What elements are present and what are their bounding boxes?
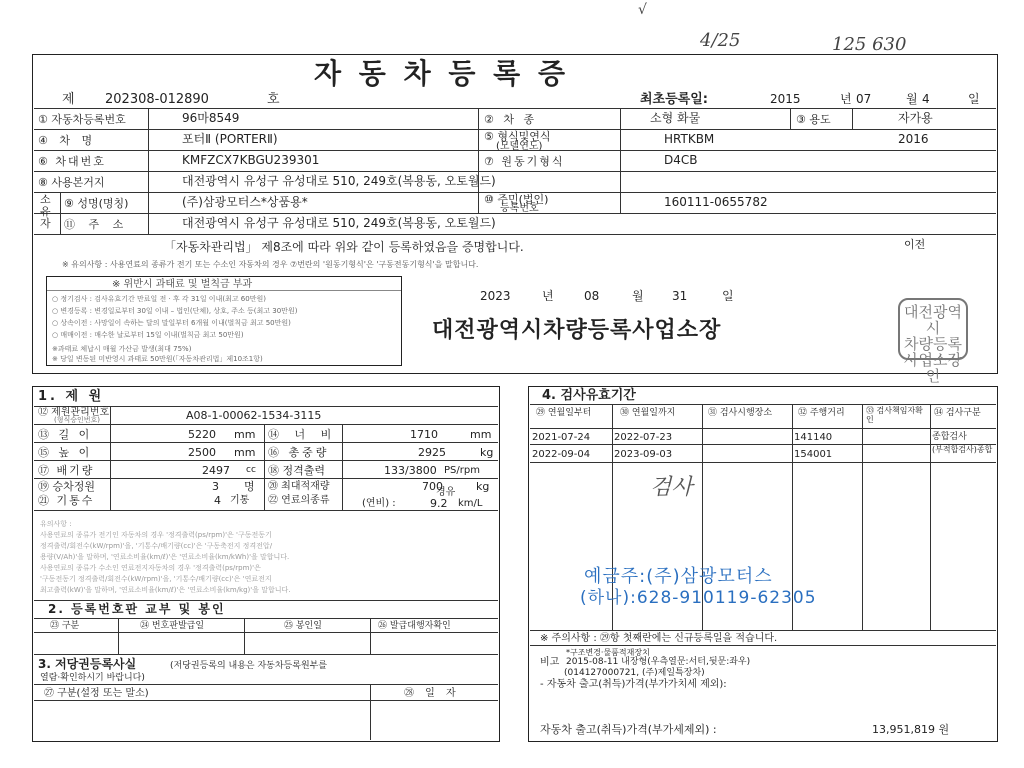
disp-value: 2497 <box>202 464 230 477</box>
inspection-row-to: 2022-07-23 <box>614 432 673 443</box>
width-value: 1710 <box>410 428 438 441</box>
cert-no: 202308-012890 <box>105 92 209 107</box>
name-label: ④ 차 명 <box>38 134 97 147</box>
engine-label: ⑦ 원동기형식 <box>484 155 565 168</box>
mgmt-label: ⑫ 제원관리번호 <box>38 407 110 418</box>
grid-line <box>342 424 343 510</box>
owner-name-label: ⑨ 성명(명칭) <box>64 197 129 210</box>
grid-line <box>530 630 996 631</box>
inspection-col-type: ㉞ 검사구분 <box>934 408 981 418</box>
owner-addr-value: 대전광역시 유성구 유성대로 510, 249호(복용동, 오토월드) <box>182 216 496 230</box>
grid-line <box>478 192 479 213</box>
year-unit: 년 <box>840 92 852 106</box>
inspection-row-type: (부적합검사)종합 <box>932 445 993 454</box>
grid-line <box>244 618 245 654</box>
grid-line <box>370 618 371 654</box>
inspection-col-to: ㉚ 연월일까지 <box>620 408 676 418</box>
inspection-row-km: 154001 <box>794 449 833 460</box>
gross-unit: kg <box>480 446 494 459</box>
reg-no-value: 96마8549 <box>182 111 240 125</box>
grid-line <box>930 404 931 630</box>
handwritten-mark-left: 4/25 <box>700 30 741 51</box>
power-unit: PS/rpm <box>444 465 480 476</box>
spec-note: 사용연료의 종류가 수소인 연료전지자동차의 경우 '정격출력(ps/rpm)'은 <box>40 564 261 572</box>
grid-line <box>34 600 498 601</box>
spec-note: 사용연료의 종류가 전기인 자동차의 경우 '정격출력(ps/rpm)'은 '구동전동기 <box>40 531 272 539</box>
inspection-row-from: 2022-09-04 <box>532 449 591 460</box>
deposit-holder: 예금주:(주)삼광모터스 <box>584 566 773 587</box>
section3-title: 3. 저당권등록사실 <box>38 657 137 671</box>
inspection-col-from: ㉙ 연월일부터 <box>536 408 592 418</box>
use-value: 자가용 <box>898 111 933 125</box>
grid-line <box>34 171 996 172</box>
grid-line <box>34 618 498 619</box>
issue-day: 31 <box>672 289 688 303</box>
inspection-row-from: 2021-07-24 <box>532 432 591 443</box>
grid-line <box>34 684 498 685</box>
cyl-label: ㉑ 기통수 <box>38 494 95 507</box>
cyl-value: 4 <box>214 494 221 507</box>
penalty-footnote: ※ 당일 변동된 미반영시 과태료 50만원(「자동차관리법」제10조1항) <box>52 355 263 363</box>
grid-line <box>118 618 119 654</box>
width-unit: mm <box>470 428 492 441</box>
seats-label: ⑲ 승차정원 <box>38 480 96 493</box>
price-label: 자동차 출고(취득)가격(부가세제외) : <box>540 723 717 736</box>
grid-line <box>530 444 996 445</box>
fuel-label: ㉒ 연료의종류 <box>268 495 330 506</box>
section3-title-sub: (저당권등록의 내용은 자동차등록원부를 <box>170 661 328 671</box>
grid-line <box>620 108 621 192</box>
grid-line <box>370 684 371 740</box>
official-seal: 대전광역시 차량등록 사업소장인 <box>898 298 968 360</box>
inspection-col-km: ㉜ 주행거리 <box>798 408 845 418</box>
kind-value: 소형 화물 <box>650 111 701 125</box>
length-value: 5220 <box>188 428 216 441</box>
width-label: ⑭ 너 비 <box>268 428 338 441</box>
issue-day-unit: 일 <box>722 289 734 303</box>
kind-label: ② 차 종 <box>484 113 538 126</box>
remarks-head: *구조변경·물품적재장치 <box>566 648 650 657</box>
disp-unit: cc <box>246 465 256 475</box>
spec-note: 최고출력(kW)'을 말하며, '연료소비율(km/ℓ)'은 '연료소비율(km/kg)'을 말합니다. <box>40 586 291 594</box>
vin-value: KMFZCX7KBGU239301 <box>182 153 320 167</box>
issue-month-unit: 월 <box>632 289 644 303</box>
grid-line <box>148 192 149 234</box>
height-unit: mm <box>234 446 256 459</box>
issue-year-unit: 년 <box>542 289 554 303</box>
first-reg-year: 2015 <box>770 92 801 106</box>
mgmt-sub-label: (형식승인번호) <box>54 416 101 424</box>
base-value: 대전광역시 유성구 유성대로 510, 249호(복용동, 오토월드) <box>182 174 496 188</box>
grid-line <box>34 460 498 461</box>
section2-title: 2. 등록번호판 교부 및 봉인 <box>48 602 226 616</box>
certify-statement: 「자동차관리법」 제8조에 따라 위와 같이 등록하였음을 증명합니다. <box>164 240 524 254</box>
penalty-divider <box>47 290 401 291</box>
inspection-row-to: 2023-09-03 <box>614 449 673 460</box>
gross-label: ⑯ 총중량 <box>268 446 330 459</box>
cert-no-prefix: 제 <box>62 92 75 107</box>
name-value: 포터Ⅱ (PORTERⅡ) <box>182 132 278 146</box>
notice-line: ※ 유의사항 : 사용연료의 종류가 전기 또는 수소인 자동차의 경우 ⑦번란의 '원동기형식'은 '구동전동기형식'을 말합니다. <box>62 260 479 269</box>
issue-month: 08 <box>584 289 600 303</box>
inspection-row-type: 종합검사 <box>932 432 967 442</box>
length-label: ⑬ 길 이 <box>38 428 93 441</box>
mgmt-no: A08-1-00062-1534-3115 <box>186 409 322 422</box>
gross-value: 2925 <box>418 446 446 459</box>
handwritten-mark-right: 125 630 <box>832 34 907 55</box>
inspection-col-check: ㉝ 검사책임자확인 <box>866 406 923 424</box>
eff-label: (연비) : <box>362 498 396 509</box>
issue-year: 2023 <box>480 289 511 303</box>
spec-note: 유의사항 : <box>40 520 72 528</box>
model-year: 2016 <box>898 132 929 146</box>
remarks-label: 비고 <box>540 657 560 668</box>
penalty-footnote: ※과태료 체납시 매월 가산금 발생(최대 75%) <box>52 345 192 353</box>
load-label: ⑳ 최대적재량 <box>268 481 330 492</box>
transfer-note: 이전 <box>904 238 926 251</box>
price-value: 13,951,819 원 <box>872 723 950 736</box>
section2-col: ㉓ 구분 <box>50 621 80 631</box>
owner-side-label: 소유자 <box>40 193 51 230</box>
section3-col: ㉘ 일 자 <box>404 688 460 699</box>
penalty-line: ○ 매매이전 : 매수한 날로부터 15일 이내(벌칙금 최고 50만원) <box>52 331 244 339</box>
grid-line <box>790 108 791 129</box>
model-label: ⑤ 형식및연식 <box>484 130 551 143</box>
disp-label: ⑰ 배기량 <box>38 464 95 477</box>
penalty-line: ○ 변경등록 : 변경일로부터 30일 이내 – 법인(단체), 상호, 주소 등(최고 30만원) <box>52 307 298 315</box>
handwritten-inspection-note: 검사 <box>650 475 693 500</box>
model-value: HRTKBM <box>664 132 715 146</box>
grid-line <box>530 404 996 405</box>
grid-line <box>530 428 996 429</box>
eff-unit: km/L <box>458 498 483 509</box>
length-unit: mm <box>234 428 256 441</box>
grid-line <box>34 478 498 479</box>
remarks-line3: - 자동차 출고(취득)가격(부가가치세 제외): <box>540 679 727 690</box>
section2-col: ㉔ 번호판발급일 <box>140 621 205 631</box>
engine-value: D4CB <box>664 153 698 167</box>
grid-line <box>34 700 498 701</box>
check-mark: √ <box>638 2 647 18</box>
base-label: ⑧ 사용본거지 <box>38 176 105 189</box>
spec-section-title: 1. 제 원 <box>38 389 105 404</box>
month-unit: 월 <box>906 92 918 106</box>
reg-no-label: ① 자동차등록번호 <box>38 113 126 126</box>
first-reg-month: 07 <box>856 92 872 106</box>
spec-note: 정격출력/회전수(kW/rpm)'을, '기통수/배기량(cc)'은 '구동축전지 정격전압/ <box>40 542 273 550</box>
fuel-value: 경유 <box>436 487 456 498</box>
power-value: 133/3800 <box>384 464 437 477</box>
seats-unit: 명 <box>244 480 255 493</box>
cyl-unit: 기통 <box>230 495 250 506</box>
remarks-line1: 2015-08-11 내장형(우측열문:서터,뒷문:좌우) <box>566 657 751 667</box>
remarks-line2: (014127000721, (주)제일특장차) <box>564 668 705 678</box>
section2-col: ㉖ 발급대행자확인 <box>378 621 451 631</box>
power-label: ⑱ 정격출력 <box>268 464 326 477</box>
grid-line <box>34 234 996 235</box>
penalty-title: ※ 위반시 과태료 및 벌칙금 부과 <box>112 279 253 290</box>
spec-note: '구동전동기 정격출력/회전수(kW/rpm)'을, '기통수/배기량(cc)'은 '연료전지 <box>40 575 272 583</box>
load-unit: kg <box>476 480 490 493</box>
owner-name-value: (주)삼광모터스*상품용* <box>182 195 308 209</box>
grid-line <box>34 424 498 425</box>
vin-label: ⑥ 차대번호 <box>38 155 106 168</box>
grid-line <box>530 462 996 463</box>
grid-line <box>34 510 498 511</box>
grid-line <box>862 404 863 630</box>
section3-title-sub2: 열람·확인하시기 바랍니다) <box>40 673 145 683</box>
height-value: 2500 <box>188 446 216 459</box>
document-title: 자 동 차 등 록 증 <box>314 57 570 90</box>
owner-id-label: ⑩ 주민(법인) <box>484 193 549 206</box>
section3-col: ㉗ 구분(설정 또는 말소) <box>44 688 149 699</box>
deposit-account: (하나):628-910119-62305 <box>580 588 817 608</box>
issuer-name: 대전광역시차량등록사업소장 <box>432 318 722 343</box>
notice2: ※ 주의사항 : ㉙항 첫째란에는 신규등록일을 적습니다. <box>540 633 778 644</box>
penalty-line: ○ 상속이전 : 사망일이 속하는 달의 말일부터 6개월 이내(벌칙금 최고 50만원) <box>52 319 291 327</box>
first-reg-label: 최초등록일: <box>640 92 708 107</box>
use-label: ③ 용도 <box>796 113 831 126</box>
first-reg-day: 4 <box>922 92 930 106</box>
owner-id-sub: 등록번호 <box>500 203 539 214</box>
grid-line <box>34 442 498 443</box>
eff-value: 9.2 <box>430 497 448 510</box>
inspection-col-place: ㉛ 검사시행장소 <box>708 408 773 418</box>
cert-no-suffix: 호 <box>267 92 280 107</box>
owner-addr-label: ⑪ 주 소 <box>64 218 129 231</box>
height-label: ⑮ 높 이 <box>38 446 93 459</box>
seats-value: 3 <box>212 480 219 493</box>
grid-line <box>60 192 61 234</box>
grid-line <box>148 108 149 192</box>
load-value: 700 <box>422 480 443 493</box>
inspection-row-km: 141140 <box>794 432 833 443</box>
spec-note: 용량(V/Ah)'을 말하며, '연료소비율(km/ℓ)'은 '연료소비율(km/kWh)'을 말합니다. <box>40 553 290 561</box>
day-unit: 일 <box>968 92 980 106</box>
model-sub-label: (모델연도) <box>496 141 543 152</box>
penalty-line: ○ 정기검사 : 검사유효기간 만료일 전 · 후 각 31일 이내(최고 60만원) <box>52 295 266 303</box>
grid-line <box>110 406 111 510</box>
inspection-title: 4. 검사유효기간 <box>542 388 636 403</box>
grid-line <box>852 108 853 129</box>
grid-line <box>620 192 621 213</box>
grid-line <box>264 424 265 510</box>
section2-col: ㉕ 봉인일 <box>284 621 322 631</box>
owner-id-value: 160111-0655782 <box>664 195 768 209</box>
grid-line <box>34 654 498 655</box>
